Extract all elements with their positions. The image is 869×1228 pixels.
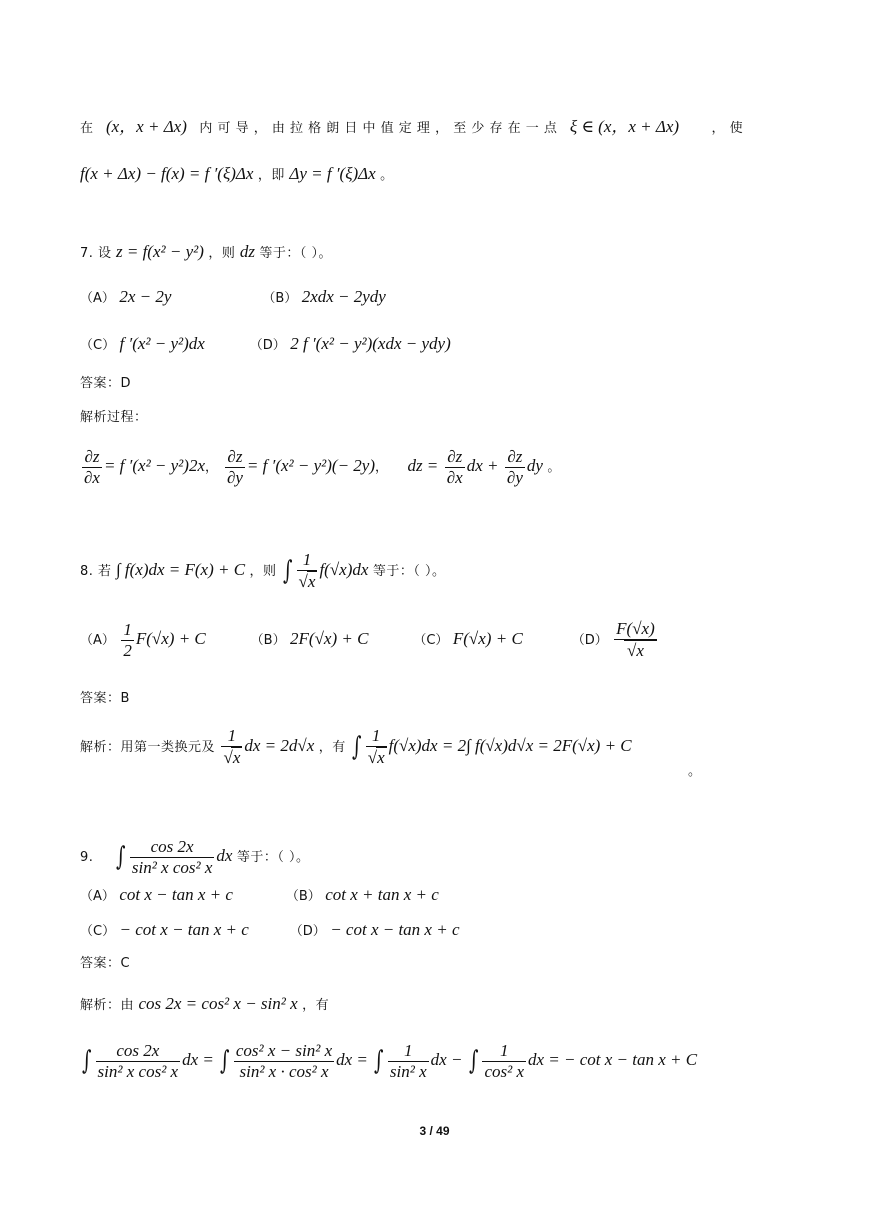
denominator: cos² x <box>484 1061 524 1081</box>
numerator: cos 2x <box>96 1041 181 1062</box>
fraction <box>614 619 657 661</box>
q9-dx: dx <box>216 846 233 865</box>
period: 。 <box>547 460 561 475</box>
q9-analysis <box>80 994 329 1016</box>
q8-analysis-text: 解析：用第一类换元及 <box>80 740 216 755</box>
intro-text: 在 <box>80 121 94 136</box>
q9-work-dx: dx − <box>430 1050 463 1069</box>
option-a-label: （A） <box>80 889 115 904</box>
numerator: ∂z <box>505 447 525 468</box>
option-b: 2xdx − 2ydy <box>301 287 386 306</box>
numerator: 1 <box>388 1041 429 1062</box>
q7-partial-y: = f ′(x² − y²)(− 2y) <box>246 456 376 475</box>
fraction <box>121 620 134 661</box>
intro-text: ， 使 <box>711 121 744 136</box>
q9-number: 9. <box>80 850 94 865</box>
q8-stem <box>80 548 446 594</box>
fraction <box>82 447 102 488</box>
option-c-label: （C） <box>80 338 116 353</box>
denominator: sin² x cos² x <box>131 857 213 877</box>
q9-stem <box>80 834 310 880</box>
interval-math: (x，x + Δx) <box>105 117 187 136</box>
q7-partial-x: = f ′(x² − y²)2x <box>103 456 205 475</box>
q8-substitution: dx = 2d√x <box>244 736 315 755</box>
option-c: F(√x) + C <box>452 629 523 648</box>
q7-dx: dx + <box>466 456 499 475</box>
denominator: 2 <box>123 640 132 660</box>
denominator: √ x <box>376 747 387 768</box>
denominator: √ x <box>231 747 242 768</box>
q7-dz: dz <box>239 242 255 261</box>
numerator: F(√x) <box>616 619 655 638</box>
q9-options-ab <box>80 885 439 907</box>
fraction <box>505 447 525 488</box>
q7-number: 7. 设 <box>80 246 112 261</box>
q9-work <box>80 1038 697 1083</box>
numerator: cos² x − sin² x <box>235 1040 333 1060</box>
intro-text: 内 可 导 ， 由 拉 格 朗 日 中 值 定 理 ， 至 少 存 在 一 点 <box>199 121 558 136</box>
q8-result: f(√x)dx = 2∫ f(√x)d√x = 2F(√x) + C <box>388 736 632 755</box>
q7-stem <box>80 242 332 264</box>
option-b-label: （B） <box>250 633 286 648</box>
q9-work-result: dx = − cot x − tan x + C <box>528 1050 698 1069</box>
numerator: 1 <box>482 1041 526 1062</box>
q9-work-dx: dx = <box>182 1050 214 1069</box>
q8-text: ，则 <box>249 564 277 579</box>
integral-sign: ∫ <box>82 1046 92 1076</box>
q7-math: z = f(x² − y²) <box>116 242 204 261</box>
q9-work-dx: dx = <box>336 1050 368 1069</box>
intro-text: 。 <box>380 168 394 183</box>
q7-work <box>80 444 561 490</box>
fraction <box>445 447 465 488</box>
numerator: 1 <box>221 726 242 747</box>
option-b-label: （B） <box>262 291 298 306</box>
denominator: ∂x <box>446 467 463 487</box>
q9-answer: 答案：C <box>80 956 131 971</box>
numerator: ∂z <box>82 447 102 468</box>
fraction <box>388 1041 429 1082</box>
sep: ， <box>375 460 389 475</box>
option-b: cot x + tan x + c <box>325 885 439 904</box>
option-b: 2F(√x) + C <box>290 629 369 648</box>
q8-analysis <box>80 724 632 770</box>
q7-analysis-title: 解析过程： <box>80 410 148 425</box>
delta-y-equation: Δy = f ′(ξ)Δx <box>289 164 376 183</box>
integral-sign: ∫ <box>283 556 293 586</box>
q7-options-cd <box>80 334 451 356</box>
sep: ， <box>205 460 219 475</box>
q8-end: 。 <box>688 764 702 779</box>
q9-analysis-text: ，有 <box>302 998 330 1013</box>
q8-answer: 答案：B <box>80 691 130 706</box>
q7-options-ab <box>80 287 386 309</box>
intro-line-2 <box>80 164 394 186</box>
integral-sign: ∫ <box>220 1046 230 1076</box>
integral-sign: ∫ <box>374 1046 384 1076</box>
option-b-label: （B） <box>285 889 321 904</box>
integral-sign: ∫ <box>116 842 126 872</box>
integral-sign: ∫ <box>468 1046 479 1076</box>
option-c-label: （C） <box>413 633 449 648</box>
option-a: cot x − tan x + c <box>119 885 233 904</box>
q9-options-cd <box>80 920 460 942</box>
option-d-label: （D） <box>289 924 326 939</box>
xi-math: ξ ∈ (x，x + Δx) <box>569 117 680 136</box>
numerator: 1 <box>366 726 387 747</box>
option-a-label: （A） <box>80 633 115 648</box>
numerator: ∂z <box>225 447 245 468</box>
fraction <box>130 837 215 878</box>
option-a-label: （A） <box>80 291 115 306</box>
q8-integrand: f(√x)dx <box>319 560 369 579</box>
option-d-label: （D） <box>249 338 286 353</box>
option-a: 2x − 2y <box>119 287 172 306</box>
fraction <box>366 726 387 768</box>
fraction <box>96 1041 181 1082</box>
intro-line-1 <box>80 117 792 139</box>
numerator: 1 <box>123 619 132 639</box>
page-number: 3 / 49 <box>419 1124 450 1138</box>
denominator: ∂x <box>84 467 100 487</box>
q8-number: 8. 若 <box>80 564 112 579</box>
option-d: 2 f ′(x² − y²)(xdx − ydy) <box>290 334 451 353</box>
option-c-label: （C） <box>80 924 116 939</box>
q7-dy: dy <box>526 456 543 475</box>
denominator: ∂y <box>506 467 523 487</box>
q8-options <box>80 614 659 666</box>
option-d: − cot x − tan x + c <box>330 920 460 939</box>
q8-analysis-text: ，有 <box>318 740 346 755</box>
fraction <box>482 1041 526 1082</box>
fraction <box>234 1041 334 1082</box>
option-c: − cot x − tan x + c <box>119 920 249 939</box>
q9-analysis-text: 解析：由 <box>80 998 135 1013</box>
fraction <box>297 550 318 592</box>
denominator: ∂y <box>226 467 243 487</box>
q7-dz-lhs: dz = <box>407 456 439 475</box>
denominator: sin² x cos² x <box>97 1061 179 1081</box>
intro-text: ，即 <box>257 168 285 183</box>
denominator: √ x <box>307 571 318 592</box>
q8-text: 等于：（ ）。 <box>372 564 446 579</box>
q7-text: 等于：（ ）。 <box>259 246 333 261</box>
numerator: ∂z <box>445 447 465 468</box>
q7-text: ，则 <box>208 246 236 261</box>
option-c: f ′(x² − y²)dx <box>119 334 205 353</box>
denominator: sin² x <box>389 1061 427 1081</box>
option-d-label: （D） <box>571 633 608 648</box>
q9-identity: cos 2x = cos² x − sin² x <box>138 994 298 1013</box>
option-a: F(√x) + C <box>135 629 206 648</box>
q8-given: ∫ f(x)dx = F(x) + C <box>116 560 246 579</box>
fraction <box>221 726 242 768</box>
mvt-equation: f(x + Δx) − f(x) = f ′(ξ)Δx <box>80 164 254 183</box>
integral-sign: ∫ <box>352 732 362 762</box>
fraction <box>225 447 245 488</box>
q7-answer: 答案：D <box>80 376 132 391</box>
numerator: 1 <box>297 550 318 571</box>
numerator: cos 2x <box>130 837 215 858</box>
denominator: √ x <box>624 640 657 661</box>
q9-text: 等于：（ ）。 <box>236 850 310 865</box>
denominator: sin² x · cos² x <box>239 1061 329 1081</box>
